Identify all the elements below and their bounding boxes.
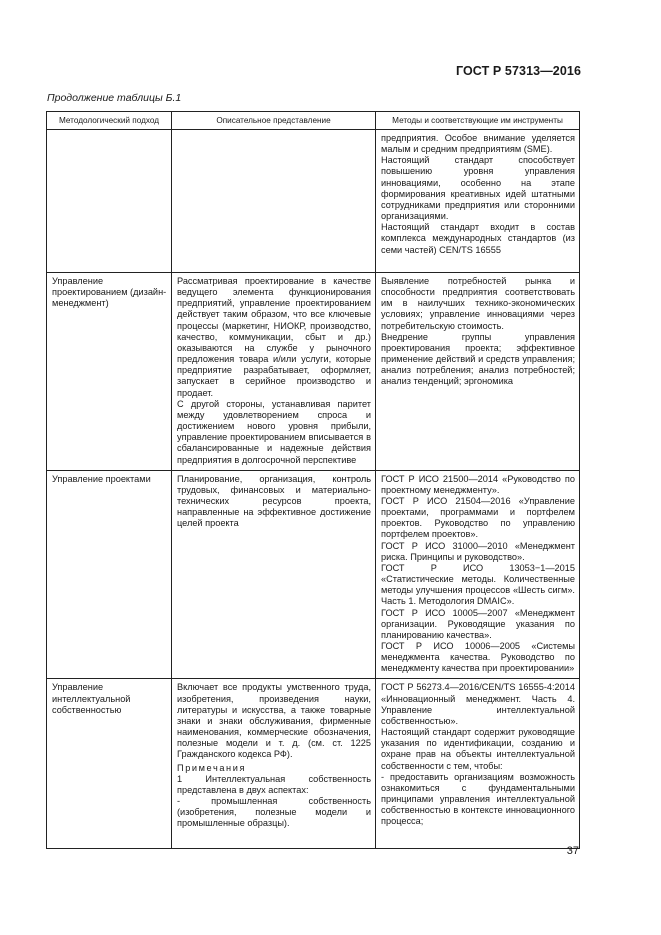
- standard-code: ГОСТ Р 57313—2016: [455, 64, 581, 78]
- column-header-approach: Методологический подход: [47, 112, 172, 130]
- description-text: Планирование, организация, контроль трудовых, финансовых и материально-технических ресурсов проекта, направленные на эффективное достижение целей проекта: [177, 473, 371, 529]
- methods-text: Выявление потребностей рынка и способности предприятия соответствовать им в наилучших технико-экономических условиях; управление инновациями через потребительскую стоимость.: [381, 276, 575, 331]
- methods-cell: [376, 679, 580, 849]
- notes-title: Примечания: [177, 762, 247, 773]
- methods-cell: [376, 130, 580, 273]
- column-header-methods: Методы и соответствующие им инструменты: [376, 112, 580, 130]
- description-cell: [172, 470, 376, 679]
- column-header-description: Описательное представление: [172, 112, 376, 130]
- description-cell: [172, 130, 376, 273]
- methods-cell: [376, 273, 580, 471]
- methods-text: Настоящий стандарт входит в состав комплекса международных стандартов (из семи частей) CEN/TS 16555: [381, 222, 575, 255]
- methods-text: ГОСТ Р ИСО 21500—2014 «Руководство по проектному менеджменту».: [381, 473, 575, 495]
- methods-text: ГОСТ Р ИСО 21504—2016 «Управление проектами, программами и портфелем проектов. Руководство по управлению портфелем проектов».: [381, 495, 575, 540]
- methods-text: ГОСТ Р ИСО 10005—2007 «Менеджмент организации. Руководящие указания по планированию качества».: [381, 607, 575, 640]
- table-caption: Продолжение таблицы Б.1: [47, 92, 182, 104]
- methods-text: Настоящий стандарт содержит руководящие указания по идентификации, созданию и охране прав на объекты интеллектуальной собственности с тем, чтобы:: [381, 727, 575, 771]
- methods-text: - предоставить организациям возможность ознакомиться с фундаментальными принципами управления интеллектуальной собственностью в контексте инновационного процесса;: [381, 771, 575, 827]
- methods-text: ГОСТ Р ИСО 13053−1—2015 «Статистические методы. Количественные методы улучшения процессов «Шесть сигм». Часть 1. Методология DMAIC».: [381, 562, 575, 607]
- table-row: [47, 679, 580, 849]
- methods-text: ГОСТ Р 56273.4—2016/CEN/TS 16555-4:2014 «Инновационный менеджмент. Часть 4. Управление интеллектуальной собственностью».: [381, 682, 575, 726]
- description-cell: [172, 273, 376, 471]
- approach-cell: [47, 130, 172, 273]
- methods-text: Внедрение группы управления проектирования проекта; эффективное применение действий и средств управления; анализ потребления; анализ потребностей; анализ тенденций; эргономика: [381, 331, 575, 387]
- description-text: Включает все продукты умственного труда, изобретения, произведения науки, литературы и искусства, а также товарные знаки и знаки обслуживания, фирменные наименования, коммерческие обозначения, полезные модели и т. д. (см. ст. 1225 Гражданского кодекса РФ).: [177, 682, 371, 760]
- methods-text: Настоящий стандарт способствует повышению уровня управления инновациями, особенно на этапе формирования креативных идей штатными сотрудниками предприятия или сторонними организациями.: [381, 155, 575, 222]
- approach-cell: Управление проектированием (дизайн-менеджмент): [47, 273, 172, 471]
- description-text: Рассматривая проектирование в качестве ведущего элемента функционирования предприятий, управление проектированием действует таким образом, что все ключевые процессы (маркетинг, НИОКР, производство, качество, коммуникации, сбыт и др.) оказываются на службе у рыночного предложения товара и/или услуги, которые предприятие разрабатывает, оформляет, запускает в серийное производство и продает.: [177, 276, 371, 398]
- description-cell: [172, 679, 376, 849]
- table-row: [47, 273, 580, 471]
- methods-table: [46, 111, 580, 849]
- methods-cell: [376, 470, 580, 679]
- approach-cell: Управление интеллектуальной собственностью: [47, 679, 172, 849]
- table-row: [47, 470, 580, 679]
- table-header-row: [47, 112, 580, 130]
- table-row: [47, 130, 580, 273]
- methods-text: ГОСТ Р ИСО 31000—2010 «Менеджмент риска. Принципы и руководство».: [381, 540, 575, 562]
- description-text: С другой стороны, устанавливая паритет между удовлетворением спроса и достижением нового уровня прибыли, управление проектированием вписывается в сбалансированные и надежные действия предприятия в долгосрочной перспективе: [177, 398, 371, 465]
- methods-text: предприятия. Особое внимание уделяется малым и средним предприятиям (SME).: [381, 133, 575, 155]
- page-number: 37: [566, 845, 579, 857]
- methods-text: ГОСТ Р ИСО 10006—2005 «Системы менеджмента качества. Руководство по менеджменту качества при проектировании»: [381, 641, 575, 674]
- approach-cell: Управление проектами: [47, 470, 172, 679]
- note-text: 1 Интеллектуальная собственность представлена в двух аспектах:: [177, 773, 371, 795]
- note-text: - промышленная собственность (изобретения, полезные модели и промышленные образцы).: [177, 796, 371, 829]
